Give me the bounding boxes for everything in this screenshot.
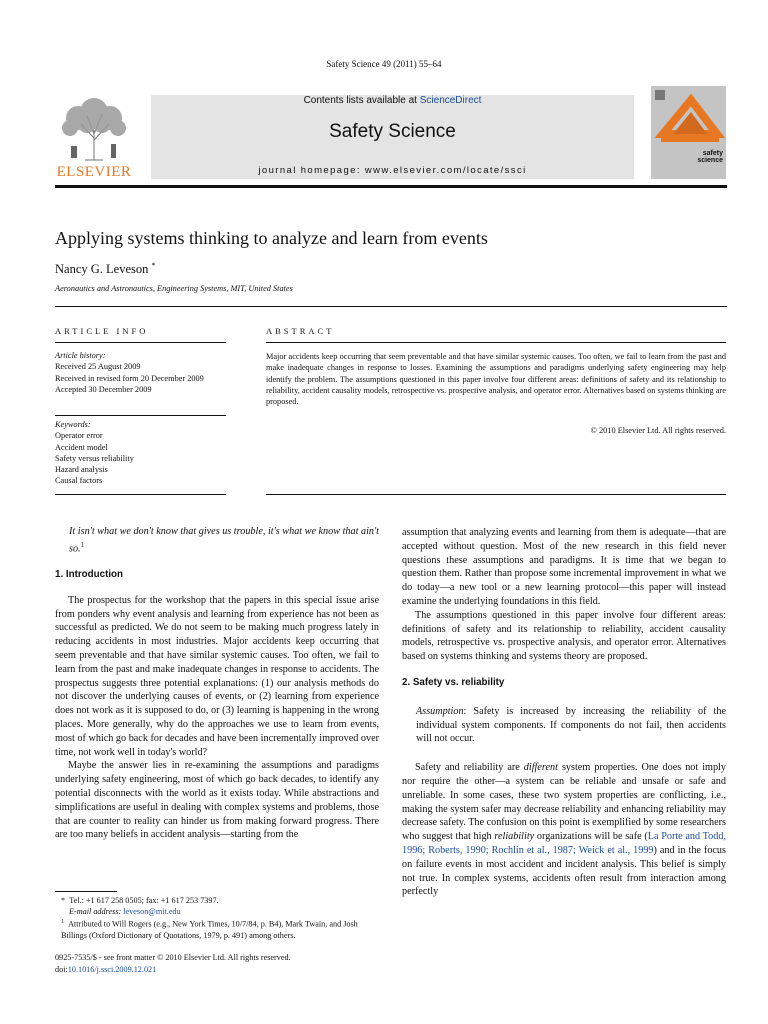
footnote-email: E-mail address: leveson@mit.edu — [69, 907, 181, 917]
right-paragraph-1: assumption that analyzing events and learning from them is adequate—that are accepted without question. Most of the new research in this field never questions these assumptions and paradigms. It is time that we began to question them. Rather than propose some incremental improvement in what we do today—a new tool or a new learning protocol—this paper will instead examine the underlying foundations in this field. — [402, 527, 726, 607]
history-received: Received 25 August 2009 — [55, 362, 141, 372]
safety-reliability-paragraph: Safety and reliability are different system properties. One does not imply nor require the other—a system can be reliable and unsafe or safe and unreliable. In some cases, these two system properties are conflicting, i.e., making the system safer may decrease reliability and enhancing reliability may decrease safety. The confusion on this point is exemplified by some researchers who suggest that high reliability organizations will be safe (La Porte and Todd, 1996; Roberts, 1990; Rochlin et al., 1987; Weick et al., 1999) and in the focus on failure events in most accident and incident analysis. This belief is simply not true. In complex systems, accidents often result from interaction among perfectly — [402, 762, 726, 898]
author-email-link[interactable]: leveson@mit.edu — [123, 907, 181, 917]
keyword-item: Accident model — [55, 442, 108, 452]
abstract-copyright: © 2010 Elsevier Ltd. All rights reserved. — [590, 426, 726, 435]
intro-paragraph-2: Maybe the answer lies in re-examining the assumptions and paradigms underlying safety engineering, most of which go back decades, to identify any potential disconnects with the world as it exists today. While abstractions and simplifications are useful in dealing with complex systems and problems, those that are counter to reality can hinder us from making forward progress. There are too many beliefs in accident analysis—starting from the — [55, 760, 379, 841]
footnote-author: * Tel.: +1 617 258 0505; fax: +1 617 253 7397. — [61, 896, 219, 905]
epigraph-footnote-mark[interactable]: 1 — [80, 540, 85, 549]
history-revised: Received in revised form 20 December 2009 — [55, 373, 204, 383]
contents-availability: Contents lists available at ScienceDirect — [303, 95, 482, 106]
article-history-label: Article history: — [55, 351, 106, 360]
issn-line: 0925-7535/$ - see front matter © 2010 Elsevier Ltd. All rights reserved. — [55, 953, 291, 962]
keyword-item: Safety versus reliability — [55, 453, 134, 463]
cover-title: safety science — [697, 150, 723, 164]
doi-line: doi:10.1016/j.ssci.2009.12.021 — [55, 964, 157, 974]
article-info-heading: ARTICLE INFO — [55, 326, 149, 336]
author-name: Nancy G. Leveson * — [55, 261, 156, 277]
journal-homepage[interactable]: journal homepage: www.elsevier.com/locate/ssci — [258, 165, 527, 176]
keywords-block — [55, 419, 226, 487]
title-rule — [55, 306, 727, 307]
elsevier-wordmark: ELSEVIER — [56, 164, 132, 180]
footnote-rule — [55, 891, 117, 892]
reference-citations-link[interactable]: La Porte and Todd, 1996; Roberts, 1990; Rochlin et al., 1987; Weick et al., 1999 — [402, 831, 726, 856]
journal-citation: Safety Science 49 (2011) 55–64 — [326, 59, 442, 69]
abstract-rule — [266, 342, 726, 343]
assumption-block: Assumption: Safety is increased by increasing the reliability of the individual system components. If components do not fail, then accidents will not occur. — [416, 705, 726, 745]
doi-link[interactable]: 10.1016/j.ssci.2009.12.021 — [67, 964, 157, 974]
author-footnote-mark[interactable]: * — [151, 261, 156, 270]
header-rule — [55, 185, 727, 188]
front-matter-info — [55, 952, 415, 975]
article-info-bottom-rule — [55, 494, 226, 495]
abstract-bottom-rule — [266, 494, 726, 495]
section-heading-safety-vs-reliability: 2. Safety vs. reliability — [402, 676, 505, 688]
left-column — [55, 525, 379, 842]
abstract-heading: ABSTRACT — [266, 326, 335, 336]
history-accepted: Accepted 30 December 2009 — [55, 384, 152, 394]
keyword-item: Operator error — [55, 431, 103, 441]
keyword-item: Hazard analysis — [55, 465, 108, 475]
footnote-1: $^1$ Attributed to Will Rogers (e.g., New York Times, 10/7/84, p. B4), Mark Twain, and Josh Billings (Oxford Dictionary of Quotations, 1979, p. 491) among others. — [61, 919, 358, 941]
article-history — [55, 350, 226, 395]
epigraph: It isn't what we don't know that gives us trouble, it's what we know that ain't so.$^1$ — [69, 526, 379, 555]
section-heading-introduction: 1. Introduction — [55, 568, 124, 580]
right-paragraph-2: The assumptions questioned in this paper involve four different areas: definitions of safety and its relationship to reliability, accident causality models, retrospective vs. prospective analysis, and operator error. Alternatives based on systems thinking and systems theory are proposed. — [402, 609, 726, 663]
elsevier-tree-logo — [57, 94, 131, 162]
intro-paragraph-1: The prospectus for the workshop that the papers in this special issue arise from ponders why event analysis and learning from experience has not been as successful as predicted. We do not seem to be making much progress lately in reducing accidents in most industries. Major accidents keep occurring that seem preventable and that have similar systemic causes. Too often, we fail to learn from the past and make inadequate changes in response to accidents. The prospectus suggests three potential explanations: (1) our analysis methods do not discover the underlying causes of events, or (2) learning from experience does not work as it is supposed to do, or (3) learning is happening in the wrong places. More generally, why do the approaches we use to learn from events, most of which go back for decades and have been incrementally improved over time, not work well in today's world? — [55, 594, 379, 758]
keywords-label: Keywords: — [55, 420, 91, 429]
keyword-item: Causal factors — [55, 476, 103, 486]
footnotes — [55, 895, 379, 942]
keywords-rule — [55, 415, 226, 416]
article-title: Applying systems thinking to analyze and learn from events — [55, 228, 488, 248]
sciencedirect-link[interactable]: ScienceDirect — [419, 95, 482, 106]
cover-artwork — [651, 86, 726, 179]
journal-title: Safety Science — [329, 121, 456, 142]
right-column — [402, 526, 726, 899]
journal-cover-thumbnail — [651, 86, 726, 179]
author-affiliation: Aeronautics and Astronautics, Engineering Systems, MIT, United States — [55, 284, 293, 293]
abstract-text: Major accidents keep occurring that seem preventable and that have similar systemic causes. Too often, we fail to learn from the past and make inadequate changes in response to losses. Examining the assumptions and paradigms underlying safety engineering may help identify the problem. The assumptions questioned in this paper involve four different areas: definitions of safety and its relationship to reliability, accident causality models, retrospective vs. prospective analysis, and operator error. Alternatives based on systems thinking are proposed. — [266, 352, 726, 407]
article-info-rule — [55, 342, 226, 343]
